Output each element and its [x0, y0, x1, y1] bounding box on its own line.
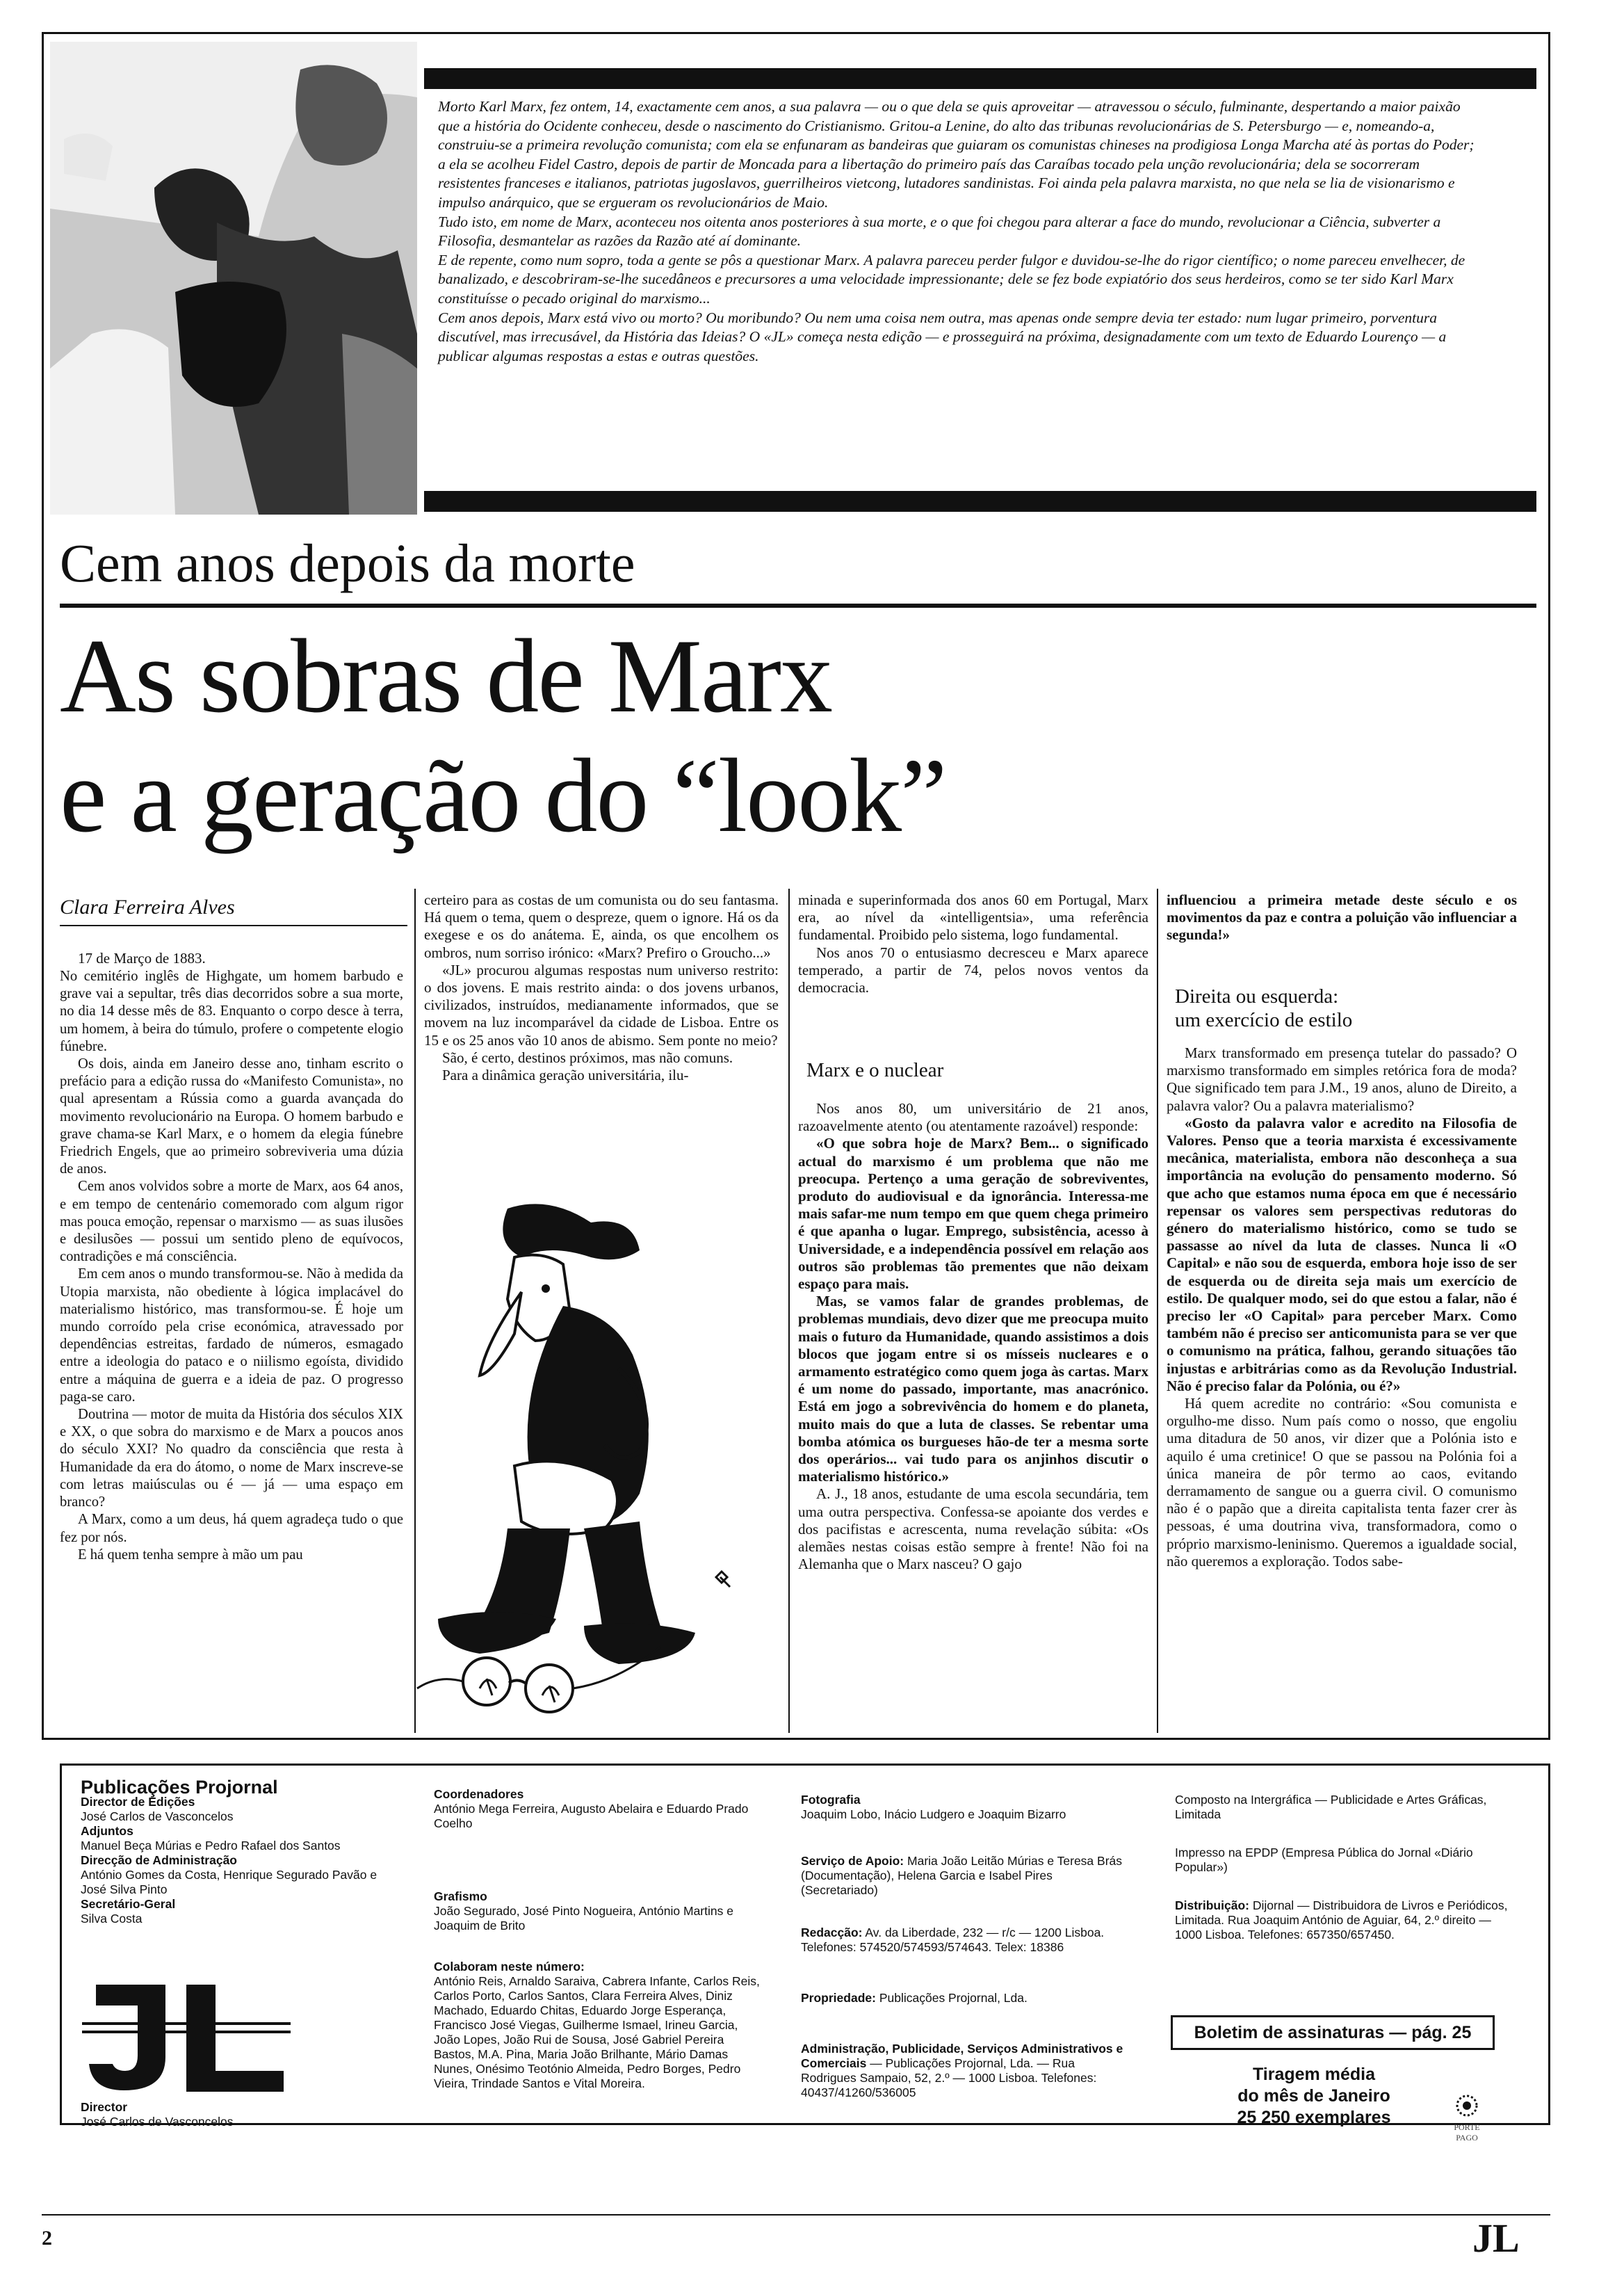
staff-heading: Fotografia — [801, 1793, 861, 1807]
staff-column-1 — [81, 1777, 380, 1926]
paragraph: São, é certo, destinos próximos, mas não comuns. — [442, 1049, 733, 1066]
paragraph: E há quem tenha sempre à mão um pau — [78, 1547, 303, 1563]
staff-heading: Distribuição: — [1175, 1898, 1249, 1912]
intro-paragraph: Cem anos depois, Marx está vivo ou morto? Ou moribundo? Ou nem uma coisa nem outra, mas apenas onde sempre devia ter estado: num lugar primeiro, porventura discutível, mas irrecusável, da História das Ideias? O «JL» começa nesta edição — e prosseguirá na próxima, designadamente com um texto de Eduardo Lourenço — a publicar algumas respostas a estas e outras questões. — [438, 309, 1447, 364]
paragraph: Doutrina — motor de muita da História dos séculos XIX e XX, o que sobra do marxismo e de Marx a poucos anos do século XXI? No quadro da consciência que resta à Humanidade da era do átomo, o nome de Marx inscreve-se com letras maiúsculas ou é — já — uma espaço em branco? — [60, 1407, 403, 1510]
staff-names: António Mega Ferreira, Augusto Abelaira e Eduardo Prado Coelho — [434, 1802, 749, 1830]
staff-names: Composto na Intergráfica — Publicidade e Artes Gráficas, Limitada — [1175, 1793, 1487, 1821]
page-number: 2 — [42, 2227, 52, 2250]
staff-column-2 — [434, 1787, 761, 2091]
intro-bottom-bar — [424, 491, 1536, 512]
dateline: 17 de Março de 1883. — [78, 950, 206, 967]
circulation-line: do mês de Janeiro — [1237, 2086, 1390, 2106]
staff-heading: Director — [81, 2100, 128, 2114]
intro-top-bar — [424, 68, 1536, 89]
column-rule — [1157, 889, 1158, 1733]
paragraph: Há quem acredite no contrário: «Sou comunista e orgulho-me disso. Num país como o nosso, que engoliu uma ditadura de 50 anos, vir dizer que a Polónia isto e aquilo é uma cretinice! O que se passou na Polónia foi a única maneira de pôr termo ao caos, evitando derramamento de sangue ou a guerra civil. O comunismo não é o papão que a direita capitalista tenta fazer crer às pessoas, é uma doutrina viva, transformadora, como o próprio marxismo-leninismo. Queremos a igualdade social, não queremos a exploração. Todos sabe- — [1167, 1395, 1517, 1569]
paragraph: A. J., 18 anos, estudante de uma escola secundária, tem uma outra perspectiva. Confessa-se apoiante dos verdes e dos pacifistas e acrescenta, numa revelação súbita: «Os alemães nestas coisas estão sempre à frente! Não foi na Alemanha que o Marx nasceu? O gajo — [798, 1485, 1148, 1573]
staff-names: Joaquim Lobo, Inácio Ludgero e Joaquim Bizarro — [801, 1807, 1066, 1821]
circulation-line: Tiragem média — [1252, 2065, 1375, 2084]
staff-names: Manuel Beça Múrias e Pedro Rafael dos Santos — [81, 1839, 341, 1853]
staff-names: — Publicações Projornal, Lda. — Rua Rodrigues Sampaio, 52, 2.º — 1000 Lisboa. Telefones: 40437/41260/536005 — [801, 2056, 1097, 2099]
article-column-3 — [798, 891, 1148, 996]
porte-line: PAGO — [1456, 2133, 1478, 2142]
subscription-box: Boletim de assinaturas — pág. 25 — [1171, 2015, 1495, 2050]
paragraph: influenciou a primeira metade deste século e os movimentos da paz e contra a poluição vão influenciar a segunda!» — [1167, 891, 1517, 944]
article-column-1 — [60, 968, 403, 1564]
column-rule — [788, 889, 790, 1733]
intro-italic-text — [438, 97, 1481, 366]
subhead-line: um exercício de estilo — [1175, 1009, 1353, 1031]
staff-names: José Carlos de Vasconcelos — [81, 1809, 234, 1823]
porte-pago-stamp — [1453, 2092, 1481, 2143]
paragraph: Em cem anos o mundo transformou-se. Não à medida da Utopia marxista, não obediente à lógica implacável do materialismo histórico, mas transformou-se. É hoje um mundo corroído pela crise económica, atravessado por dependências estreitas, fardado de números, esmagado entre a ideologia do pataco e o niilismo egoísta, dividido entre a máquina de guerra e a ideia de paz. O progresso paga-se caro. — [60, 1266, 403, 1405]
stamp-icon — [1453, 2092, 1481, 2120]
staff-heading: Secretário-Geral — [81, 1897, 176, 1911]
staff-names: José Carlos de Vasconcelos — [81, 2115, 234, 2129]
subhead-marx-e-o-nuclear: Marx e o nuclear — [806, 1059, 944, 1081]
porte-line: PORTE — [1454, 2122, 1480, 2132]
footer-jl-logo: JL — [1472, 2216, 1520, 2261]
paragraph: «JL» procurou algumas respostas num universo restrito: o dos jovens. E mais restrito ainda: o dos jovens urbanos, civilizados, instruídos, medianamente informados, que se movem na luz incomparável da cidade de Lisboa. Entre os 15 e os 25 anos vão 10 anos de abismo. Sem ponte no meio? — [424, 961, 779, 1049]
staff-heading: Colaboram neste número: — [434, 1960, 585, 1974]
staff-heading: Grafismo — [434, 1889, 487, 1903]
article-column-3-body — [798, 1100, 1148, 1573]
headline-line-2: e a geração do “look” — [60, 737, 946, 854]
staff-heading: Director de Edições — [81, 1795, 195, 1809]
staff-heading: Serviço de Apoio: — [801, 1854, 904, 1868]
staff-names: João Segurado, José Pinto Nogueira, António Martins e Joaquim de Brito — [434, 1904, 733, 1932]
byline: Clara Ferreira Alves — [60, 896, 235, 919]
staff-heading: Propriedade: — [801, 1991, 876, 2005]
director-block — [81, 2100, 380, 2129]
paragraph: Cem anos volvidos sobre a morte de Marx, aos 64 anos, e em tempo de centenário comemorado com algum rigor mas pouca emoção, repensar o marxismo — as suas ilusões e desilusões — possui um sentido pleno de equívocos, contradições e má consciência. — [60, 1179, 403, 1265]
staff-names: Dijornal — Distribuidora de Livros e Periódicos, Limitada. Rua Joaquim António de Aguiar, 64, 2.º direito — 1000 Lisboa. Telefones: 657350/657450. — [1175, 1898, 1508, 1942]
intro-paragraph: Morto Karl Marx, fez ontem, 14, exactamente cem anos, a sua palavra — ou o que dela se quis aproveitar — atravessou o século, fulminante, despertando a maior paixão que a história do Ocidente conheceu, desde o nascimento do Cristianismo. Gritou-a Lenine, do alto das tribunas revolucionárias de S. Petersburgo — e, nomeando-a, construiu-se a primeira revolução comunista; com ela se enfunaram as bandeiras que guiaram os comunistas chineses na prodigiosa Longa Marcha até às portas do Poder; a ela se acolheu Fidel Castro, depois de partir de Moncada para a libertação do primeiro país das Caraíbas tocado pela unção revolucionária; dela se socorreram resistentes franceses e italianos, patriotas jugoslavos, guerrilheiros vietcong, lutadores sandinistas. Foi ainda pela palavra marxista, no que nela se lia de visionarismo e impulso anárquico, que se ergueram os revolucionários de Maio. — [438, 98, 1475, 211]
staff-heading: Administração, Publicidade, Serviços Administrativos e Comerciais — [801, 2042, 1123, 2070]
staff-column-3 — [801, 1793, 1128, 2100]
paragraph: No cemitério inglês de Highgate, um homem barbudo e grave vai a sepultar, três dias decorridos sobre a sua morte, no dia 14 desse mês de 83. Enquanto o corpo desce à terra, um homem, à beira do túmulo, profere o competente elogio fúnebre. — [60, 969, 403, 1054]
paragraph: Nos anos 70 o entusiasmo decresceu e Marx aparece temperado, a partir de 74, pelos novos ventos da democracia. — [798, 944, 1148, 996]
marx-caricature-illustration — [410, 1202, 786, 1716]
paragraph: Nos anos 80, um universitário de 21 anos, razoavelmente atento (ou atentamente razoável) responde: — [798, 1100, 1148, 1135]
staff-heading: Adjuntos — [81, 1824, 133, 1838]
subhead-line: Direita ou esquerda: — [1175, 985, 1339, 1008]
quote-paragraph: Mas, se vamos falar de grandes problemas, de problemas mundiais, devo dizer que me preocupa muito mais o futuro da Humanidade, quando assistimos a dois blocos que jogam entre si os mísseis nucleares e o armamento estratégico como quem joga às cartas. Marx é um nome do passado, importante, mas anacrónico. Está em jogo a sobrevivência do homem e do planeta, muito mais do que a luta de classes. Se rebentar uma bomba atómica os burgueses hão-de ter a mesma sorte dos operários... vai tudo para os anjinhos discutir o materialismo histórico.» — [798, 1293, 1148, 1485]
staff-names: Silva Costa — [81, 1912, 143, 1926]
quote-paragraph: «O que sobra hoje de Marx? Bem... o significado actual do marxismo é um problema que não me preocupa. Pertenço a uma geração de sobreviventes, produto do audiovisual e da ignorância. Interessa-me mais safar-me num tempo em que quem chega primeiro é que apanha o lugar. Emprego, subsistência, acesso à Universidade, e a independência possível em relação aos outros são problemas tão prementes que não deixam espaço para mais. — [798, 1135, 1148, 1293]
paragraph: certeiro para as costas de um comunista ou do seu fantasma. Há quem o tema, quem o despreze, quem o ignore. Há os da exegese e os do anátema. E, ainda, os que encolhem os ombros, num sorriso irónico: «Marx? Prefiro o Groucho...» — [424, 891, 779, 961]
staff-heading: Coordenadores — [434, 1787, 524, 1801]
quote-paragraph: «Gosto da palavra valor e acredito na Filosofia de Valores. Penso que a teoria marxista é excessivamente mecânica, materialista, embora não desconheça a sua importância na evolução do pensamento moderno. Só que acho que estamos numa época em que é necessário repensar os valores sem perspectivas redutoras do género do materialismo histórico, como se tudo se passasse ao nível da luta de classes. Nunca li «O Capital» e não sou de esquerda, embora hoje isso de ser de esquerda ou de direita seja mais um exercício de estilo. De qualquer modo, sei do que estou a falar, não é preciso ler «O Capital» para perceber Marx. Como também não é preciso ser anticomunista para se ver que o comunismo na prática, falhou, gerando situações tão injustas e arbitrárias como as da Revolução Industrial. Não é preciso falar da Polónia, ou é?» — [1167, 1114, 1517, 1394]
intro-paragraph: E de repente, como num sopro, toda a gente se pôs a questionar Marx. A palavra pareceu perder fulgor e duvidou-se-lhe do rigor científico; o nome pareceu envelhecer, de banalizado, e descobriram-se-lhe sucedâneos e precursores a uma velocidade impressionante; dele se fez bode expiatório dos seus herdeiros, como se ter sido Karl Marx constituísse o pecado original do marxismo... — [438, 251, 1465, 307]
staff-names: António Reis, Arnaldo Saraiva, Cabrera Infante, Carlos Reis, Carlos Porto, Carlos Santos, Clara Ferreira Alves, Diniz Machado, Eduardo Chitas, Eduardo Jorge Esperança, Francisco José Viegas, Guilherme Ismael, Irineu Garcia, João Lopes, João Rui de Sousa, José Gabriel Pereira Bastos, M.A. Pina, Maria João Brilhante, Mário Damas Nunes, Onésimo Teotónio Almeida, Pedro Borges, Pedro Vieira, Trindade Santos e Vital Moreira. — [434, 1974, 760, 2090]
staff-heading: Redacção: — [801, 1926, 863, 1939]
subhead-direita-ou-esquerda — [1175, 985, 1352, 1032]
staff-column-4 — [1175, 1793, 1509, 1942]
staff-heading: Direcção de Administração — [81, 1853, 237, 1867]
publisher-name: Publicações Projornal — [81, 1777, 278, 1798]
jl-logo — [82, 1980, 291, 2099]
circulation-notice — [1182, 2064, 1446, 2129]
headline-kicker: Cem anos depois da morte — [60, 533, 635, 593]
staff-names: Maria João Leitão Múrias e Teresa Brás (Documentação), Helena Garcia e Isabel Pires (Secretariado) — [801, 1854, 1123, 1897]
staff-names: Publicações Projornal, Lda. — [879, 1991, 1028, 2005]
byline-rule — [60, 925, 407, 926]
paragraph: A Marx, como a um deus, há quem agradeça tudo o que fez por nós. — [60, 1512, 403, 1545]
intro-paragraph: Tudo isto, em nome de Marx, aconteceu nos oitenta anos posteriores à sua morte, e o que foi chegou para alterar a face do mundo, revolucionar a Ciência, subverter a Filosofia, desmantelar as razões da Razão até aí dominante. — [438, 213, 1441, 250]
marx-portrait-photo — [50, 42, 417, 515]
staff-names: Impresso na EPDP (Empresa Pública do Jornal «Diário Popular») — [1175, 1846, 1473, 1874]
article-column-4 — [1167, 891, 1517, 944]
article-column-4-body — [1167, 1044, 1517, 1570]
staff-names: António Gomes da Costa, Henrique Segurado Pavão e José Silva Pinto — [81, 1868, 377, 1896]
headline-line-1: As sobras de Marx — [60, 618, 832, 734]
paragraph: Para a dinâmica geração universitária, ilu- — [442, 1067, 689, 1084]
article-column-2 — [424, 891, 779, 1084]
paragraph: Os dois, ainda em Janeiro desse ano, tinham escrito o prefácio para a edição russa do «Manifesto Comunista», no qual apresentam a Rússia como a guarda avançada do movimento revolucionário na Europa. O homem barbudo e grave chama-se Karl Marx, e o homem da elegia fúnebre Friedrich Engels, que ao primeiro sobreviveria uma dúzia de anos. — [60, 1056, 403, 1177]
paragraph: Marx transformado em presença tutelar do passado? O marxismo transformado em simples retórica fora de moda? Que significado tem para J.M., 19 anos, aluno de Direito, a palavra valor? Ou a palavra materialismo? — [1167, 1044, 1517, 1114]
kicker-rule — [60, 604, 1536, 608]
footer-rule — [42, 2214, 1550, 2216]
circulation-line: 25 250 exemplares — [1237, 2108, 1391, 2127]
staff-names: Av. da Liberdade, 232 — r/c — 1200 Lisboa. Telefones: 574520/574593/574643. Telex: 18386 — [801, 1926, 1105, 1954]
paragraph: minada e superinformada dos anos 60 em Portugal, Marx era, ao nível da «intelligentsia», uma referência fundamental. Proibido pelo sistema, logo fundamental. — [798, 891, 1148, 944]
